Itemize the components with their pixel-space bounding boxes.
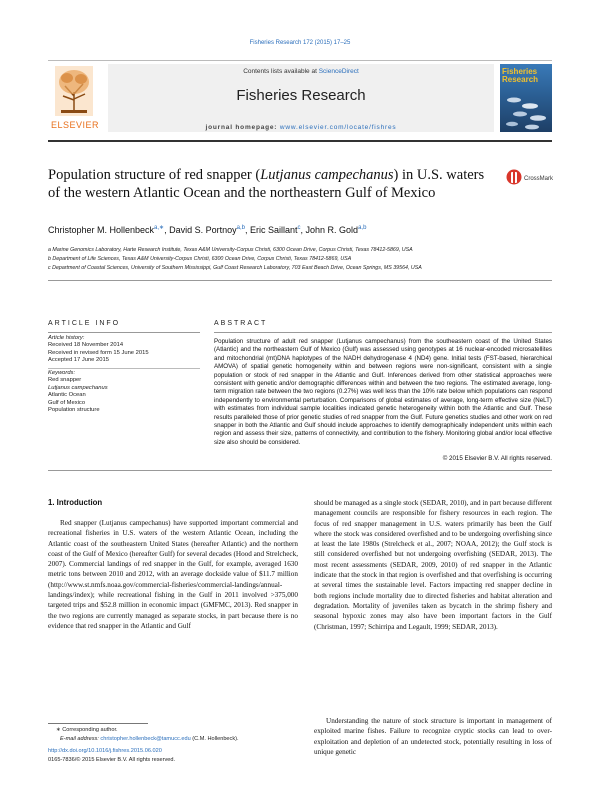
abstract-heading: ABSTRACT xyxy=(214,320,268,327)
journal-citation[interactable]: Fisheries Research 172 (2015) 17–25 xyxy=(249,40,351,46)
crossmark-label[interactable]: CrossMark xyxy=(524,176,554,182)
keyword: Population structure xyxy=(48,407,100,414)
corresponding-note: ∗ Corresponding author. xyxy=(56,727,118,733)
email-suffix: (C.M. Hollenbeck). xyxy=(190,736,239,742)
author-affiliation-mark[interactable]: a,b xyxy=(236,225,245,231)
issn-line: 0165-7836/© 2015 Elsevier B.V. All rights reserved. xyxy=(48,757,176,763)
abstract-rule xyxy=(214,332,552,333)
affiliation-c: c Department of Coastal Sciences, University of Southern Mississippi, Gulf Coast Research Laboratory, 703 East Beach Drive, Ocean Springs, MS 39564, USA xyxy=(48,265,422,271)
homepage-prefix: journal homepage: xyxy=(205,124,280,131)
header-top-rule xyxy=(48,60,552,61)
elsevier-tree-icon xyxy=(55,66,93,116)
abstract-bottom-rule xyxy=(48,470,552,471)
affiliation-b: b Department of Life Sciences, Texas A&M University-Corpus Christi, 6300 Ocean Drive, Corpus Christi, Texas 78412-5869, USA xyxy=(48,256,352,262)
received-date: Received 18 November 2014 xyxy=(48,342,124,349)
keyword: Gulf of Mexico xyxy=(48,399,86,406)
journal-cover-image xyxy=(500,64,552,132)
abstract-copyright: © 2015 Elsevier B.V. All rights reserved. xyxy=(442,455,552,462)
intro-right-paragraph-1: should be managed as a single stock (SEDAR, 2010), and in part because different management councils are responsible for fishery resources in each region. The focus of red snapper management in U.S. waters primarily has been the Gulf where the stock was considered overfished and to be undergoing overfishing since at least the late 1980s (Strelcheck et al., 2007; NOAA, 2012); the Gulf stock is still considered overfished but not undergoing overfishing (SEDAR, 2013). The most recent assessments (SEDAR, 2009, 2010) of red snapper in the Atlantic indicate that the stock in that region is overfished and that overfishing is occurring at several times the sustainable level. Factors impacting red snapper decline in both regions include mortality due to directed fisheries and habitat alteration and degradation. Mortality of juveniles taken as bycatch in the shrimp fishery and seasonal hypoxic zones may also have been important factors in the Gulf (Christman, 1997; Schirripa and Legault, 1999; SEDAR, 2013). xyxy=(314,499,552,631)
author-affiliation-mark[interactable]: c xyxy=(297,225,301,231)
fish-school-icon xyxy=(500,90,552,132)
journal-homepage xyxy=(108,124,494,131)
article-info-rule xyxy=(48,332,200,333)
footnote-rule xyxy=(48,723,148,724)
contents-prefix: Contents lists available at xyxy=(243,68,319,75)
abstract-text: Population structure of adult red snapper (Lutjanus campechanus) from the southeastern coast of the United States (Atlantic) and the northeastern Gulf of Mexico (Gulf) was assessed using genotypes at 16 nuclear-encoded microsatellites and mitochondrial (mt)DNA haplotypes of the NADH dehydrogenase 4 (ND4) gene. Initial tests (FST-based, hierarchical AMOVA) of spatial genetic homogeneity within and between regions were non-significant, consistent with a single population or stock of red snapper in the Atlantic and Gulf. Inferences derived from other statistical approaches were consistent with genetic and/or demographic differences within and between the two regions. The estimated average, long-term migration rate between the two regions (0.27%) was well less than the 10% rate below which populations can respond independently to environmental perturbation. Comparisons of global estimates of average, long-term effective size (NeLT) with estimates from individual sample localities indicated genetic heterogeneity within both the Atlantic and Gulf. These results paralleled those of prior genetic studies of red snapper from the Gulf. Future genetics studies and other work on red snapper in both the Atlantic and Gulf should include approaches to identify demographically independent units within each region and assess their size, patterns of connectivity, and contribution to the fishery. Monitoring global and/or local effective size also should be considered. xyxy=(214,338,552,446)
contents-line xyxy=(108,68,494,75)
author-affiliation-mark[interactable]: a,∗ xyxy=(154,225,165,231)
elsevier-logo-text: ELSEVIER xyxy=(50,120,100,130)
sciencedirect-link[interactable]: ScienceDirect xyxy=(318,68,359,75)
author-name[interactable]: David S. Portnoy xyxy=(169,225,237,235)
revised-date: Received in revised form 15 June 2015 xyxy=(48,349,149,356)
email-link[interactable]: christopher.hollenbeck@tamucc.edu xyxy=(100,736,191,742)
cover-title: Fisheries Research xyxy=(502,67,539,84)
crossmark-icon[interactable] xyxy=(506,169,522,187)
intro-right-paragraph-2: Understanding the nature of stock structure is important in management of exploited marine fishes. Failure to recognize cryptic stocks can lead to over-exploitation and depletion of an undetected stock, potentially resulting in loss of unique genetic xyxy=(314,717,552,756)
journal-title: Fisheries Research xyxy=(236,87,366,104)
keyword: Atlantic Ocean xyxy=(48,392,86,399)
email-note xyxy=(60,736,310,742)
keywords-rule xyxy=(48,368,200,369)
homepage-link[interactable]: www.elsevier.com/locate/fishres xyxy=(279,124,397,131)
email-label: E-mail address: xyxy=(60,736,101,742)
keyword: Red snapper xyxy=(48,377,82,384)
keyword: Lutjanus campechanus xyxy=(48,384,108,391)
title-part-2: ) in U.S. waters of the western Atlantic Ocean and the northeastern Gulf of Mexico xyxy=(48,167,485,201)
author-name[interactable]: John R. Gold xyxy=(305,225,359,235)
author-name[interactable]: Christopher M. Hollenbeck xyxy=(48,225,155,235)
article-history xyxy=(48,335,200,365)
history-label: Article history: xyxy=(48,335,85,341)
article-info-heading: ARTICLE INFO xyxy=(48,320,121,327)
author-name[interactable]: Eric Saillant xyxy=(249,225,298,235)
intro-heading: 1. Introduction xyxy=(48,498,103,507)
affiliation-rule xyxy=(48,280,552,281)
title-species: Lutjanus campechanus xyxy=(260,167,394,183)
author-affiliation-mark[interactable]: a,b xyxy=(358,225,367,231)
accepted-date: Accepted 17 June 2015 xyxy=(48,357,109,364)
affiliation-a: a Marine Genomics Laboratory, Harte Research Institute, Texas A&M University-Corpus Christi, 6300 Ocean Drive, Corpus Christi, Texas 78412-5869, USA xyxy=(48,247,413,253)
keywords-label: Keywords: xyxy=(48,370,76,376)
author-list: Christopher M. Hollenbeck$^{a,∗}$, David S. Portnoy$^{a,b}$, Eric Saillant$^c$, John R. Gold$^{a,b}$ xyxy=(48,225,367,235)
header-bottom-rule xyxy=(48,140,552,142)
intro-left-paragraph: Red snapper (Lutjanus campechanus) have supported important commercial and recreational fisheries in U.S. waters of the western Atlantic Ocean, including the Atlantic coast of the southeastern United States (hereafter Atlantic) and the northern coast of the Gulf of Mexico (hereafter Gulf) for several decades (Hood and Strelcheck, 2007). Commercial landings of red snapper in the Gulf, for example, averaged 1630 metric tons between 2010 and 2012, with an average dockside value of $11.7 million (http://www.st.nmfs.noaa.gov/commercial-fisheries/commercial-landings/annual-landings/index); while recreational fishing in the Gulf in 2011 involved >375,000 targeted trips and $52.8 million in economic impact (GMFMC, 2013). Red snapper in the two regions are currently managed as separate stocks, in part because there is no evidence that red snapper in the Atlantic and Gulf xyxy=(48,519,298,630)
doi-url[interactable]: http://dx.doi.org/10.1016/j.fishres.2015.06.020 xyxy=(48,748,162,754)
article-title xyxy=(48,166,498,202)
title-part-1: Population structure of red snapper ( xyxy=(48,167,261,183)
keywords-block xyxy=(48,370,200,414)
doi-link[interactable] xyxy=(48,748,298,754)
